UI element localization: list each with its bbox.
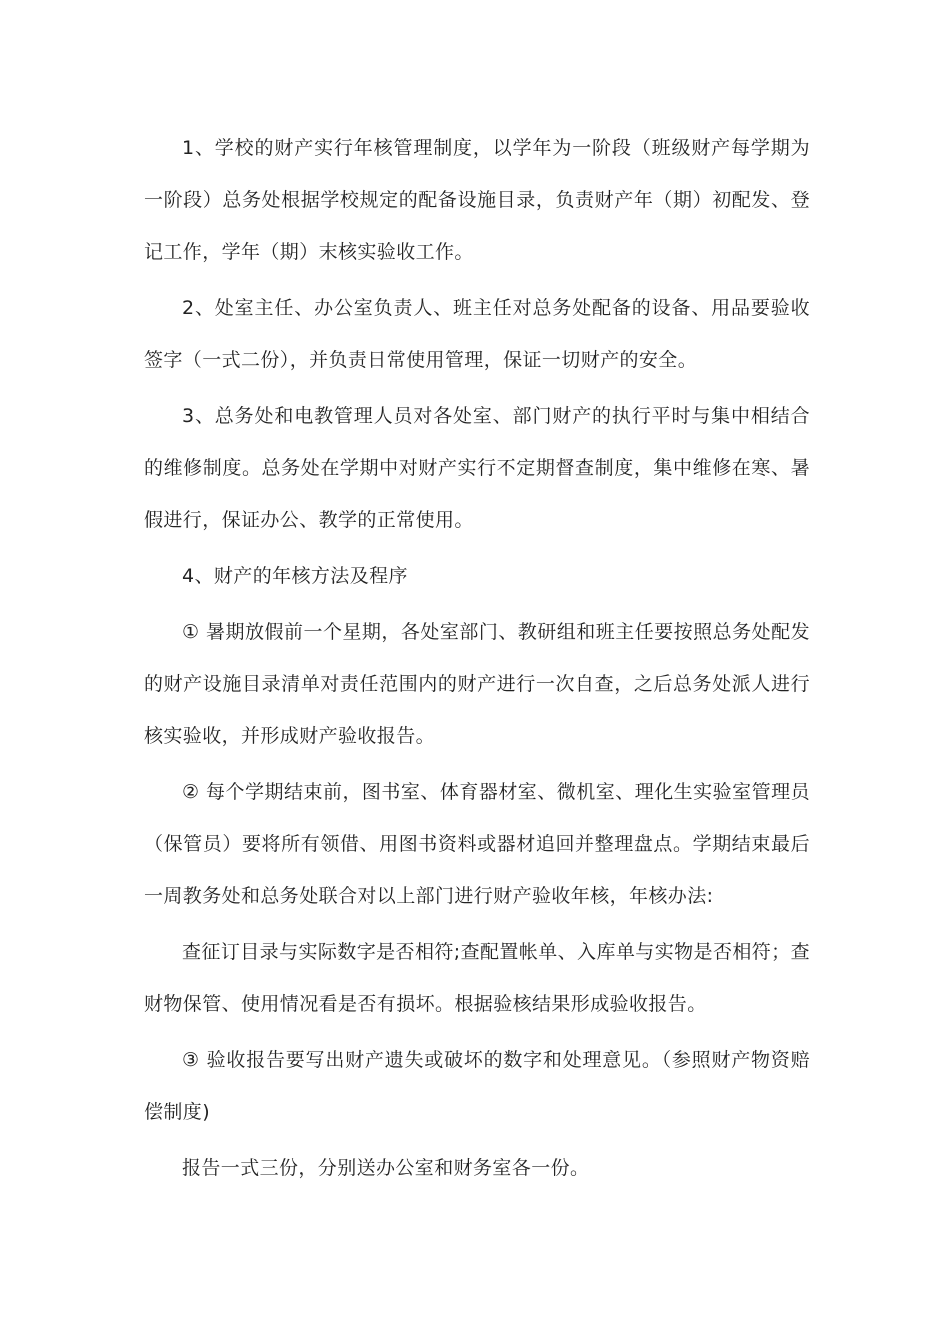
paragraph-9: 报告一式三份，分别送办公室和财务室各一份。 (182, 1157, 590, 1179)
paragraph-1: 1、学校的财产实行年核管理制度，以学年为一阶段（班级财产每学期为一阶段）总务处根据学校规定的配备设施目录，负责财产年（期）初配发、登记工作，学年（期）末核实验收工作。 (144, 137, 810, 263)
paragraph-4: 4、财产的年核方法及程序 (182, 565, 408, 587)
paragraph-6: ② 每个学期结束前，图书室、体育器材室、微机室、理化生实验室管理员（保管员）要将所有领借、用图书资料或器材追回并整理盘点。学期结束最后一周教务处和总务处联合对以上部门进行财产验收年核，年核办法: (144, 781, 810, 907)
paragraph-3: 3、总务处和电教管理人员对各处室、部门财产的执行平时与集中相结合的维修制度。总务处在学期中对财产实行不定期督查制度，集中维修在寒、暑假进行，保证办公、教学的正常使用。 (144, 405, 810, 531)
paragraph-5: ① 暑期放假前一个星期，各处室部门、教研组和班主任要按照总务处配发的财产设施目录清单对责任范围内的财产进行一次自查，之后总务处派人进行核实验收，并形成财产验收报告。 (144, 621, 810, 747)
document-page (144, 122, 810, 1198)
paragraph-2: 2、处室主任、办公室负责人、班主任对总务处配备的设备、用品要验收签字（一式二份），并负责日常使用管理，保证一切财产的安全。 (144, 297, 810, 371)
paragraph-8: ③ 验收报告要写出财产遗失或破坏的数字和处理意见。（参照财产物资赔偿制度) (144, 1049, 810, 1123)
paragraph-7: 查征订目录与实际数字是否相符;查配置帐单、入库单与实物是否相符；查财物保管、使用情况看是否有损坏。根据验核结果形成验收报告。 (144, 941, 810, 1015)
